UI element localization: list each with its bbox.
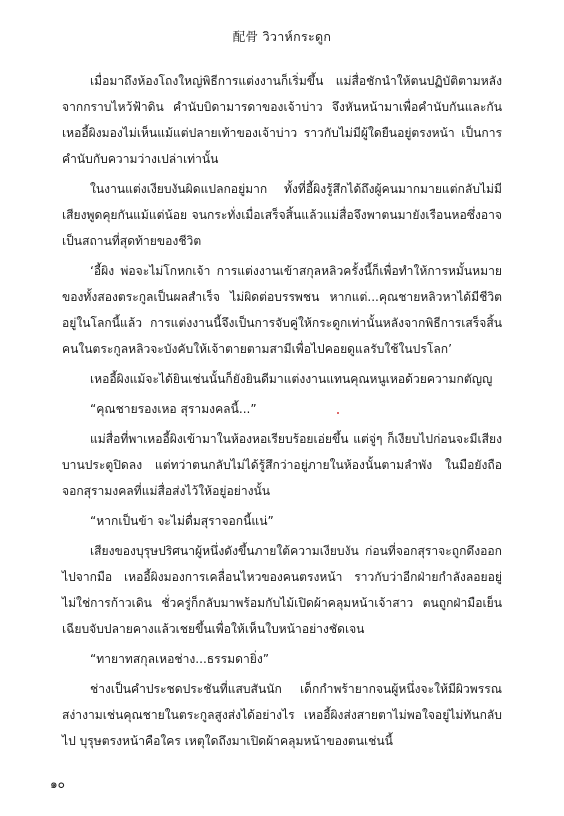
paragraph-matchmaker-leaves: แม่สื่อที่พาเหออี้ผิงเข้ามาในห้องหอเรียบร้อยเอ่ยขึ้น แต่จู่ๆ ก็เงียบไปก่อนจะมีเสียงบานประตูปิดลง แต่ทว่าตนกลับไม่ได้รู้สึกว่าอยู่ภายในห้องนั้นตามลำพัง ในมือยังถือจอกสุรามงคลที่แม่สื่อส่งไว้ให้อยู่อย่างนั้น bbox=[62, 432, 502, 498]
page-number: ๑๐ bbox=[50, 777, 65, 791]
paragraph-gratitude: เหออี้ผิงแม้จะได้ยินเช่นนั้นก็ยังยินดีมาแต่งงานแทนคุณหนูเหอด้วยความกตัญญู bbox=[90, 372, 493, 386]
paragraph-sarcasm: ช่างเป็นคำประชดประชันที่แสบสันนัก เด็กกำพร้ายากจนผู้หนึ่งจะให้มีผิวพรรณสง่างามเช่นคุณชายในตระกูลสูงส่งได้อย่างไร เหออี้ผิงส่งสายตาไม่พอใจอยู่ไม่ทันกลับไป บุรุษตรงหน้าคือใคร เหตุใดถึงมาเปิดผ้าคลุมหน้าของตนเช่นนี้ bbox=[62, 682, 502, 748]
paragraph-mysterious-man: เสียงของบุรุษปริศนาผู้หนึ่งดังขึ้นภายใต้ความเงียบงัน ก่อนที่จอกสุราจะถูกดึงออกไปจากมือ เหออี้ผิงมองการเคลื่อนไหวของคนตรงหน้า ราวกับว่าอีกฝ่ายกำลังลอยอยู่ ไม่ใช่การก้าวเดิน ชั่วครู่ก็กลับมาพร้อมกับไม้เปิดผ้าคลุมหน้าเจ้าสาว ตนถูกฝ่ามือเย็นเฉียบจับปลายคางแล้วเชยขึ้นเพื่อให้เห็นใบหน้าอย่างชัดเจน bbox=[62, 544, 502, 636]
paragraph-silent-wedding: ในงานแต่งเงียบงันผิดแปลกอยู่มาก ทั้งที่อี้ผิงรู้สึกได้ถึงผู้คนมากมายแต่กลับไม่มีเสียงพูดคุยกันแม้แต่น้อย จนกระทั่งเมื่อเสร็จสิ้นแล้วแม่สื่อจึงพาตนมายังเรือนหอซึ่งอาจเป็นสถานที่สุดท้ายของชีวิต bbox=[62, 182, 502, 248]
body-text bbox=[62, 68, 502, 758]
paragraph-arrival-ceremony: เมื่อมาถึงห้องโถงใหญ่พิธีการแต่งงานก็เริ่มขึ้น แม่สื่อชักนำให้ตนปฏิบัติตามหลังจากกราบไหว้ฟ้าดิน คำนับบิดามารดาของเจ้าบ่าว จึงหันหน้ามาเพื่อคำนับกันและกัน เหออี้ผิงมองไม่เห็นแม้แต่ปลายเท้าของเจ้าบ่าว ราวกับไม่มีผู้ใดยืนอยู่ตรงหน้า เป็นการคำนับกับความว่างเปล่าเท่านั้น bbox=[62, 74, 502, 166]
paragraph-father-warning: ‘อี้ผิง พ่อจะไม่โกหกเจ้า การแต่งงานเข้าสกุลหลิวครั้งนี้ก็เพื่อทำให้การหมั้นหมายของทั้งสองตระกูลเป็นผลสำเร็จ ไม่ผิดต่อบรรพชน หากแต่...คุณชายหลิวหาได้มีชีวิตอยู่ในโลกนี้แล้ว การแต่งงานนี้จึงเป็นการจับคู่ให้กระดูกเท่านั้นหลังจากพิธีการเสร็จสิ้น คนในตระกูลหลิวจะบังคับให้เจ้าตายตามสามีเพื่อไปคอยดูแลรับใช้ในปรโลก’ bbox=[62, 264, 502, 356]
running-header: 配骨 วิวาห์กระดูก bbox=[232, 29, 332, 44]
paragraph-dialogue-ordinary: “ทายาทสกุลเหอช่าง...ธรรมดายิ่ง” bbox=[90, 652, 270, 666]
paragraph-dialogue-refuse: “หากเป็นข้า จะไม่ดื่มสุราจอกนี้แน่” bbox=[90, 514, 274, 528]
paragraph-dialogue-wine: “คุณชายรองเหอ สุรามงคลนี้...” bbox=[90, 402, 257, 416]
ink-speck bbox=[337, 412, 339, 414]
